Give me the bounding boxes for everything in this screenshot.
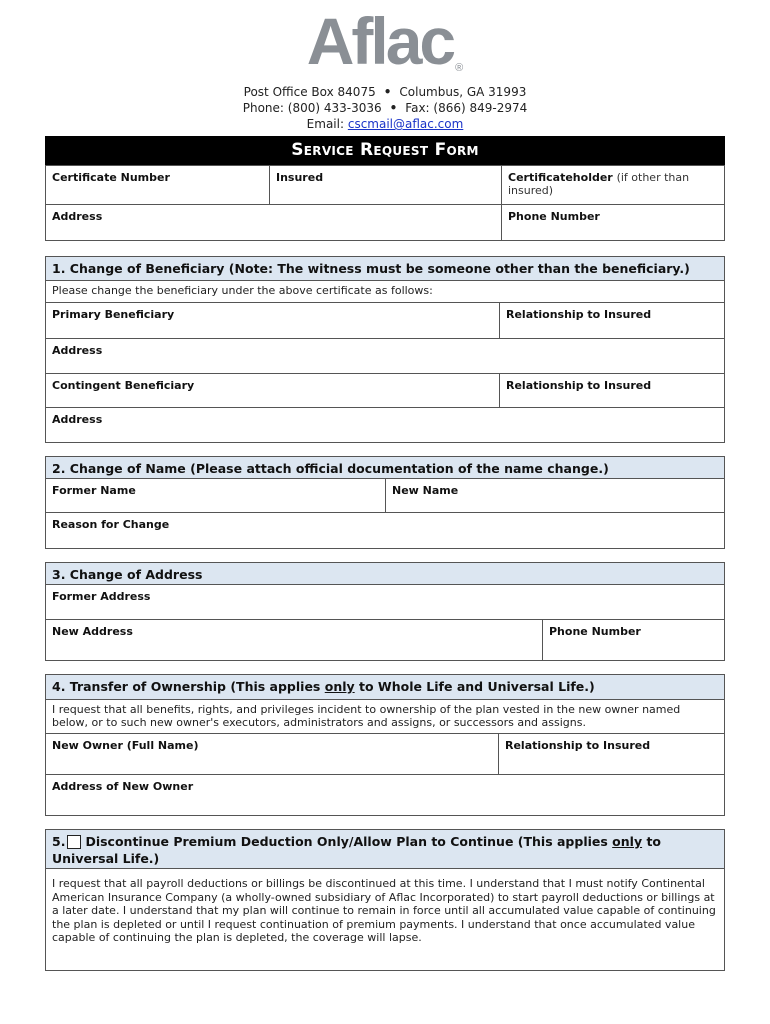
field-label: New Name [392, 484, 459, 497]
new-name-field[interactable] [385, 478, 725, 513]
field-label: Address [52, 210, 103, 223]
field-label: Certificate Number [52, 171, 170, 184]
new-owner-field[interactable] [45, 733, 499, 775]
contingent-beneficiary-field[interactable] [45, 373, 500, 408]
phone: Phone: (800) 433-3036 [242, 101, 382, 115]
section-1-heading: 1. Change of Beneficiary (Note: The witness must be someone other than the beneficiary.) [45, 256, 725, 281]
certificateholder-field[interactable] [501, 165, 725, 205]
field-label: Relationship to Insured [505, 739, 651, 752]
field-label: Insured [276, 171, 324, 184]
heading-text: to Whole Life and Universal Life.) [354, 679, 595, 694]
address-line [0, 84, 770, 100]
field-label: Contingent Beneficiary [52, 379, 195, 392]
field-note: (if other than insured) [508, 171, 690, 197]
discontinue-premium-checkbox[interactable] [67, 835, 81, 849]
primary-address-field[interactable] [45, 338, 725, 374]
reason-for-change-field[interactable] [45, 512, 725, 549]
primary-relationship-field[interactable] [499, 302, 725, 339]
heading-emphasis: only [324, 679, 355, 694]
field-label: Relationship to Insured [506, 379, 652, 392]
section-4-instruction: I request that all benefits, rights, and privileges incident to ownership of the plan vested in the new owner named below, or to such new owner's executors, administrators and assigns, or successors and assigns. [45, 699, 725, 734]
section-number: 5. [52, 834, 66, 849]
section-5-heading [45, 829, 725, 869]
address-field[interactable] [45, 204, 502, 241]
section-4-heading [45, 674, 725, 700]
bullet-separator: • [389, 101, 398, 115]
field-label: Phone Number [549, 625, 641, 638]
new-owner-address-field[interactable] [45, 774, 725, 816]
po-box: Post Office Box 84075 [243, 85, 376, 99]
new-address-field[interactable] [45, 619, 543, 661]
field-label: Relationship to Insured [506, 308, 652, 321]
field-label: Primary Beneficiary [52, 308, 175, 321]
aflac-logo [0, 4, 770, 78]
field-label: Address [52, 413, 103, 426]
field-label: Phone Number [508, 210, 600, 223]
city: Columbus, GA 31993 [399, 85, 527, 99]
contingent-address-field[interactable] [45, 407, 725, 443]
email-link[interactable]: cscmail@aflac.com [347, 117, 464, 131]
field-label: Former Name [52, 484, 136, 497]
heading-text: to Universal Life.) [52, 834, 662, 866]
heading-text: 4. Transfer of Ownership (This applies [52, 679, 325, 694]
contingent-relationship-field[interactable] [499, 373, 725, 408]
field-label: Former Address [52, 590, 151, 603]
certificate-number-field[interactable] [45, 165, 270, 205]
new-owner-relationship-field[interactable] [498, 733, 725, 775]
heading-emphasis: only [612, 834, 643, 849]
email-label: Email: [306, 117, 345, 131]
email-line [0, 116, 770, 132]
section-2-heading: 2. Change of Name (Please attach official documentation of the name change.) [45, 456, 725, 479]
insured-field[interactable] [269, 165, 502, 205]
primary-beneficiary-field[interactable] [45, 302, 500, 339]
contact-line [0, 100, 770, 116]
field-label: New Owner (Full Name) [52, 739, 199, 752]
field-label: Reason for Change [52, 518, 170, 531]
section-1-instruction: Please change the beneficiary under the above certificate as follows: [45, 280, 725, 303]
logo-registered-mark: ® [455, 62, 464, 74]
section-3-heading: 3. Change of Address [45, 562, 725, 585]
new-phone-number-field[interactable] [542, 619, 725, 661]
section-5-text: I request that all payroll deductions or billings be discontinued at this time. I understand that I must notify Continental American Insurance Company (a wholly-owned subsidiary of Aflac Incorporated) to start payroll deductions or billings at a later date. I understand that my plan will continue to remain in force until all accumulated value capable of continuing the plan is depleted or until I request continuation of premium payments. I understand that once accumulated value capable of continuing the plan is depleted, the coverage will lapse. [45, 868, 725, 971]
former-address-field[interactable] [45, 584, 725, 620]
field-label: Address [52, 344, 103, 357]
form-title: Service Request Form [45, 136, 725, 165]
field-label: Address of New Owner [52, 780, 194, 793]
heading-text: Discontinue Premium Deduction Only/Allow Plan to Continue (This applies [85, 834, 613, 849]
bullet-separator: • [383, 85, 392, 99]
logo-text: Aflac [306, 4, 454, 78]
field-label: Certificateholder [508, 171, 613, 184]
fax: Fax: (866) 849-2974 [405, 101, 528, 115]
field-label: New Address [52, 625, 133, 638]
phone-number-field[interactable] [501, 204, 725, 241]
former-name-field[interactable] [45, 478, 386, 513]
